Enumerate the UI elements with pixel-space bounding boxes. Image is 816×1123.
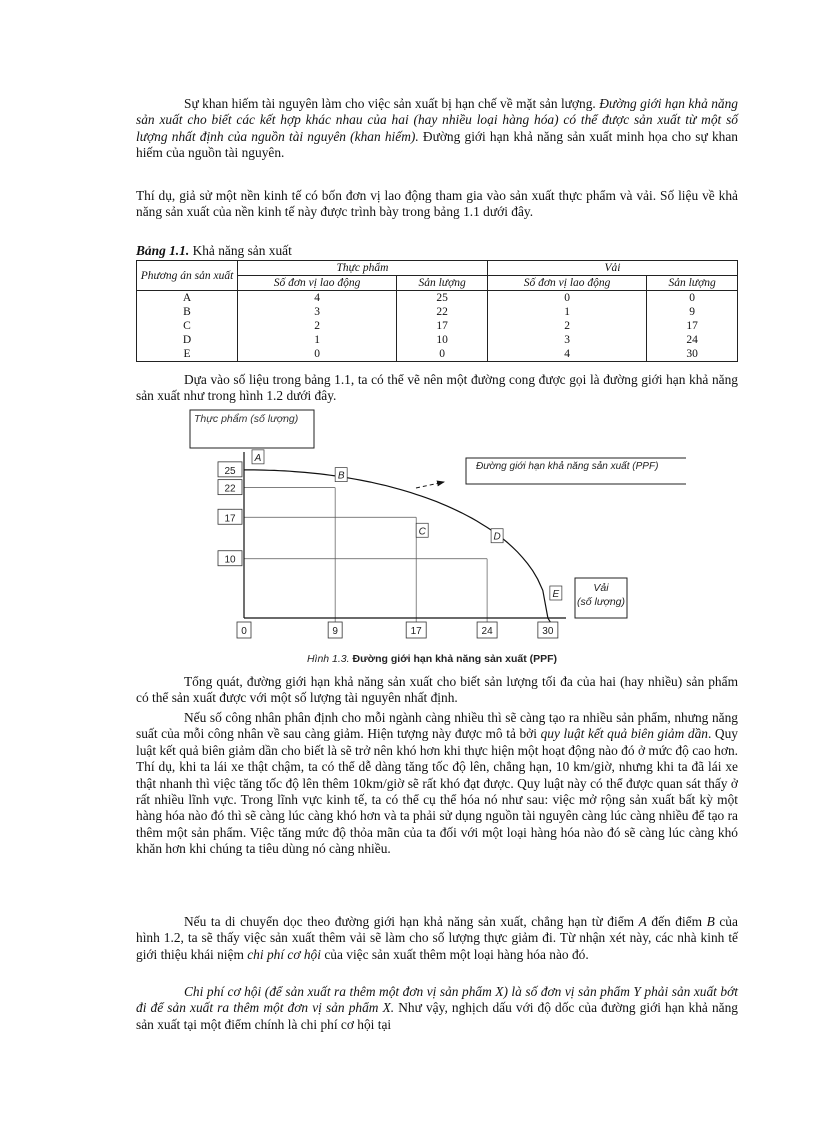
caption-label: Hình 1.3. xyxy=(306,653,350,665)
y-tick-label: 22 xyxy=(224,483,236,495)
paragraph-opportunity-definition: Chi phí cơ hội (để sản xuất ra thêm một đơn vị sản phẩm X) là số đơn vị sản phẩm Y phải sản xuất bớt đi để sản xuất ra thêm một đơn vị sản phẩm X. Như vậy, nghịch dấu với độ dốc của đường giới hạn khả năng sản xuất tại một điểm chính là chi phí cơ hội tại xyxy=(136,984,738,1032)
header-cloth-output: Sản lượng xyxy=(647,276,738,291)
caption-title: Đường giới hạn khả năng sản xuất (PPF) xyxy=(352,653,558,665)
x-tick-label: 17 xyxy=(410,626,422,637)
paragraph-general: Tổng quát, đường giới hạn khả năng sản xuất cho biết sản lượng tối đa của hai (hay nhiều) sản phẩm có thể sản xuất được với một số lượng tài nguyên nhất định. xyxy=(136,674,738,706)
x-axis-label-line1: Vải xyxy=(593,582,609,594)
y-tick-label: 25 xyxy=(224,465,236,477)
table-row: B 3 22 1 9 xyxy=(137,305,738,319)
axes xyxy=(244,452,566,618)
x-tick-label: 24 xyxy=(481,626,493,637)
point-label: D xyxy=(493,531,501,543)
term-diminishing-returns: quy luật kết quả biên giảm dần xyxy=(540,726,708,742)
header-food-labor: Số đơn vị lao động xyxy=(238,276,397,291)
point-label: A xyxy=(254,452,262,464)
header-food-output: Sản lượng xyxy=(397,276,488,291)
x-tick-label: 0 xyxy=(241,626,247,637)
header-food: Thực phẩm xyxy=(238,261,488,276)
y-tick-label: 17 xyxy=(224,513,236,525)
y-tick-label: 10 xyxy=(224,554,236,566)
paragraph-scarcity: Sự khan hiếm tài nguyên làm cho việc sản xuất bị hạn chế về mặt sản lượng. Đường giới hạn khả năng sản xuất cho biết các kết hợp khác nhau của hai (hay nhiều loại hàng hóa) có thể được sản xuất từ một số lượng nhất định của nguồn tài nguyên (khan hiếm). Đường giới hạn khả năng sản xuất minh họa cho sự khan hiếm của nguồn tài nguyên. xyxy=(136,96,738,161)
point-label: B xyxy=(337,470,345,482)
header-cloth-labor: Số đơn vị lao động xyxy=(487,276,646,291)
production-possibility-table xyxy=(136,260,738,362)
guide-lines xyxy=(244,488,487,632)
ppf-chart xyxy=(186,408,686,670)
term-opportunity-cost: chi phí cơ hội xyxy=(247,946,321,962)
x-tick-label: 9 xyxy=(332,626,338,637)
paragraph-opportunity-intro: Nếu ta di chuyển dọc theo đường giới hạn khả năng sản xuất, chẳng hạn từ điểm A đến điểm B của hình 1.2, ta sẽ thấy việc sản xuất thêm vải sẽ làm cho số lượng thực giảm đi. Từ nhận xét này, các nhà kinh tế giới thiệu khái niệm chi phí cơ hội của việc sản xuất thêm một loại hàng hóa nào đó. xyxy=(136,914,738,962)
table-row: C 2 17 2 17 xyxy=(137,319,738,333)
header-cloth: Vải xyxy=(487,261,737,276)
ppf-definition: Đường giới hạn khả năng sản xuất cho biết các kết hợp khác nhau của hai (hay nhiều loại hàng hóa) có thể được sản xuất từ một số lượng nhất định của nguồn tài nguyên (khan hiếm). xyxy=(136,96,738,144)
y-axis-label: Thực phẩm (số lượng) xyxy=(194,413,299,425)
paragraph-diminishing-returns: Nếu số công nhân phân định cho mỗi ngành càng nhiều thì sẽ càng tạo ra nhiều sản phẩm, nhưng năng suất của mỗi công nhân về sau càng giảm. Hiện tượng này được mô tả bởi quy luật kết quả biên giảm dần. Quy luật kết quả biên giảm dần cho biết là sẽ trở nên khó hơn khi thực hiện một hoạt động nào đó ở mức độ cao hơn. Thí dụ, khi ta lái xe thật chậm, ta có thể dễ dàng tăng tốc độ lên, chẳng hạn, 10 km/giờ, nhưng khi ta đã lái xe thật nhanh thì việc tăng tốc độ lên thêm 10km/giờ sẽ rất khó đạt được. Quy luật này có thể được quan sát thấy ở rất nhiều lĩnh vực. Trong lĩnh vực kinh tế, ta có thể cụ thể hóa nó như sau: việc mở rộng sản xuất bất kỳ một hàng hóa nào đó thì sẽ càng lúc càng khó hơn và ta phải sử dụng nguồn tài nguyên càng lúc càng nhiều để tạo ra thêm một sản phẩm. Việc tăng mức độ thỏa mãn của ta đối với một loại hàng hóa nào đó sẽ càng lúc càng khó khăn hơn khi chúng ta tiêu dùng nó càng nhiều. xyxy=(136,710,738,857)
x-tick-label: 30 xyxy=(542,626,554,637)
x-axis-label-line2: (số lượng) xyxy=(576,596,626,608)
header-option: Phương án sản xuất xyxy=(137,261,238,291)
table-row: A 4 25 0 0 xyxy=(137,291,738,306)
paragraph-example: Thí dụ, giả sử một nền kinh tế có bốn đơn vị lao động tham gia vào sản xuất thực phẩm và vải. Số liệu về khả năng sản xuất của nền kinh tế này được trình bày trong bảng 1.1 dưới đây. xyxy=(136,188,738,220)
point-label: C xyxy=(418,526,426,538)
table-caption: Bảng 1.1. Khả năng sản xuất xyxy=(136,243,292,258)
x-tick-labels xyxy=(237,622,558,638)
curve-label: Đường giới hạn khả năng sản xuất (PPF) xyxy=(476,461,659,472)
table-row: E 0 0 4 30 xyxy=(137,347,738,362)
point-label: E xyxy=(552,589,560,600)
ppf-curve xyxy=(244,470,554,628)
y-tick-labels xyxy=(218,462,242,566)
chart-caption xyxy=(307,653,557,665)
table-row: D 1 10 3 24 xyxy=(137,333,738,347)
curve-label-arrow xyxy=(416,482,444,488)
paragraph-chart-intro: Dựa vào số liệu trong bảng 1.1, ta có thể vẽ nên một đường cong được gọi là đường giới hạn khả năng sản xuất như trong hình 1.2 dưới đây. xyxy=(136,372,738,404)
